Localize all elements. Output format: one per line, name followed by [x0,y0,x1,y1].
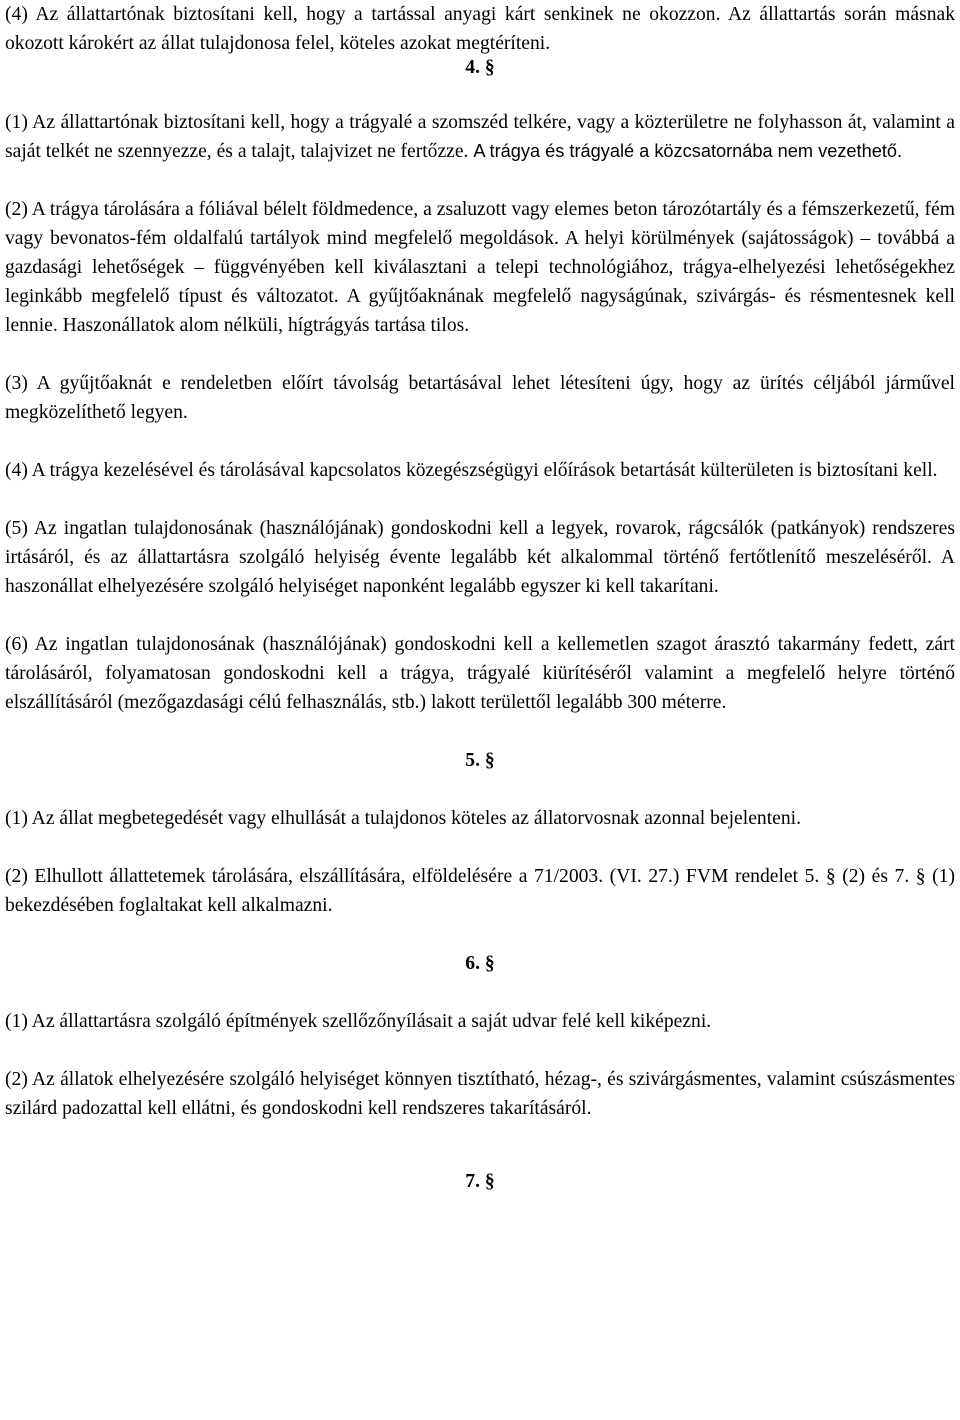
paragraph-4-3: (3) A gyűjtőaknát e rendeletben előírt távolság betartásával lehet létesíteni úgy, hogy az ürítés céljából járművel megközelíthető legyen. [5,373,955,423]
paragraph-4-2: (2) A trágya tárolására a fóliával bélelt földmedence, a zsaluzott vagy elemes beton tározótartály és a fémszerkezetű, fém vagy bevonatos-fém oldalfalú tartályok mind megfelelő megoldások. A helyi körülmények (sajátosságok) – továbbá a gazdasági lehetőségek – függvényében kell kiválasztani a telepi technológiához, trágya-elhelyezési lehetőségekhez leginkább megfelelő típust és változatot. A gyűjtőaknának megfelelő nagyságúnak, szivárgás- és résmentesnek kell lennie. Haszonállatok alom nélküli, hígtrágyás tartása tilos. [5,199,955,336]
paragraph-4-1-main: (1) Az állattartónak biztosítani kell, hogy a trágyalé a szomszéd telkére, vagy a közterületre ne folyhasson át, valamint a saját telkét ne szennyezze, és a talajt, talajvizet ne fertőzze. [5,112,955,162]
paragraph-4-1-sans: A trágya és trágyalé a közcsatornába nem vezethető. [473,141,903,161]
paragraph-5-1: (1) Az állat megbetegedését vagy elhullását a tulajdonos köteles az állatorvosnak azonnal bejelenteni. [5,808,801,829]
document-page [5,0,955,1196]
section-5-heading: 5. § [465,750,495,771]
paragraph-4-6: (6) Az ingatlan tulajdonosának (használójának) gondoskodni kell a kellemetlen szagot árasztó takarmány fedett, zárt tárolásáról, folyamatosan gondoskodni kell a trágya, trágyalé kiürítéséről valamint a megfelelő helyre történő elszállításáról (mezőgazdasági célú felhasználás, stb.) lakott területtől legalább 300 méterre. [5,634,955,713]
section-4-heading: 4. § [465,57,495,78]
paragraph-4-1 [5,108,955,166]
section-7-heading: 7. § [465,1171,495,1192]
paragraph-intro-4: (4) Az állattartónak biztosítani kell, hogy a tartással anyagi kárt senkinek ne okozzon. Az állattartás során másnak okozott károkért az állat tulajdonosa felel, köteles azokat megtéríteni. [5,4,955,54]
section-6-heading: 6. § [465,953,495,974]
paragraph-6-1: (1) Az állattartásra szolgáló építmények szellőzőnyílásait a saját udvar felé kell kiképezni. [5,1011,712,1032]
paragraph-4-5: (5) Az ingatlan tulajdonosának (használójának) gondoskodni kell a legyek, rovarok, rágcsálók (patkányok) rendszeres irtásáról, és az állattartásra szolgáló helyiség évente legalább két alkalommal történő fertőtlenítő meszeléséről. A haszonállat elhelyezésére szolgáló helyiséget naponként legalább egyszer ki kell takarítani. [5,518,955,597]
paragraph-5-2: (2) Elhullott állattetemek tárolására, elszállítására, elföldelésére a 71/2003. (VI. 27.) FVM rendelet 5. § (2) és 7. § (1) bekezdésében foglaltakat kell alkalmazni. [5,866,955,916]
paragraph-4-4: (4) A trágya kezelésével és tárolásával kapcsolatos közegészségügyi előírások betartását külterületen is biztosítani kell. [5,460,938,481]
paragraph-6-2: (2) Az állatok elhelyezésére szolgáló helyiséget könnyen tisztítható, hézag-, és szivárgásmentes, valamint csúszásmentes szilárd padozattal kell ellátni, és gondoskodni kell rendszeres takarításáról. [5,1069,955,1119]
